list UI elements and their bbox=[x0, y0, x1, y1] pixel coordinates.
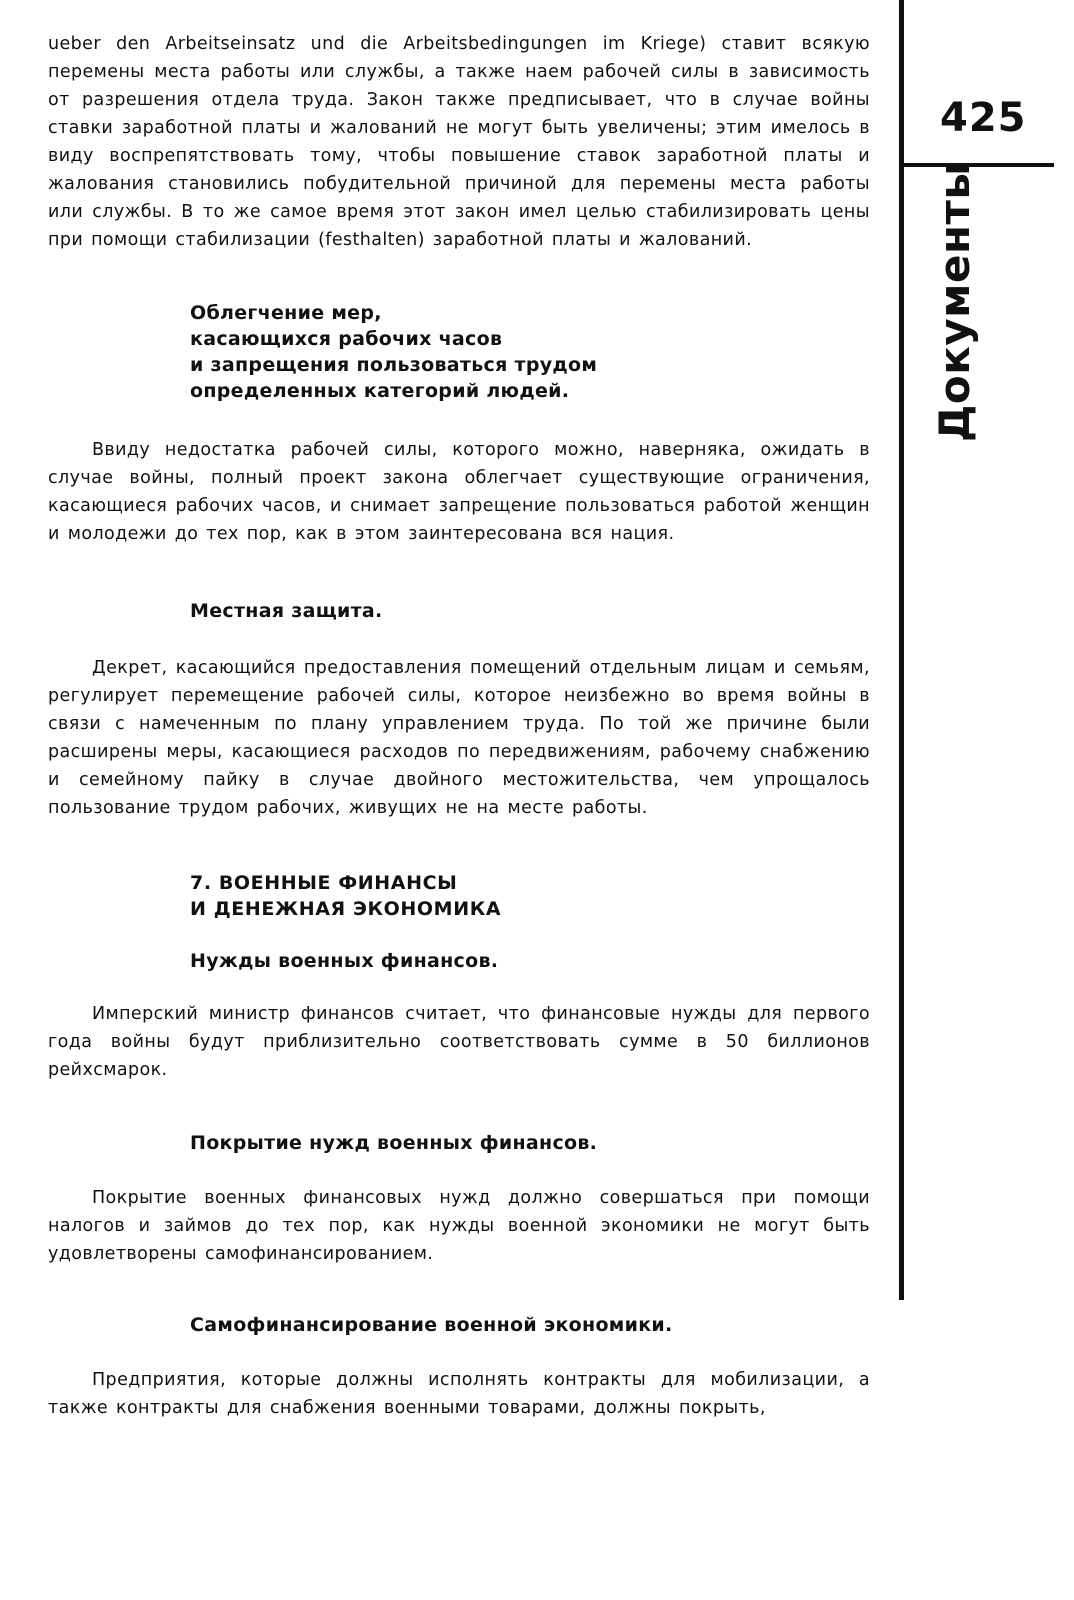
chapter-heading-line: И ДЕНЕЖНАЯ ЭКОНОМИКА bbox=[190, 898, 502, 920]
subheading-covering-needs: Покрытие нужд военных финансов. bbox=[190, 1132, 598, 1154]
paragraph-labor-shortage: Ввиду недостатка рабочей силы, которого можно, наверняка, ожидать в случае войны, полный проект закона облегчает существующие ограничения, касающиеся рабочих часов, и снимает запрещение пользоваться работой женщин и молодежи до тех пор, как в этом заинтересована вся нация. bbox=[48, 440, 870, 544]
chapter-heading bbox=[48, 870, 870, 922]
paragraph-finance-estimate: Имперский министр финансов считает, что финансовые нужды для первого года войны будут приблизительно соответствовать сумме в 50 биллионов рейхсмарок. bbox=[48, 1004, 870, 1080]
subheading-line: определенных категорий людей. bbox=[190, 380, 570, 402]
page-number-rule bbox=[904, 163, 1054, 167]
page-number: 425 bbox=[940, 95, 1027, 141]
subheading-line: и запрещения пользоваться трудом bbox=[190, 354, 598, 376]
subheading-local-protection: Местная защита. bbox=[190, 600, 383, 622]
subheading-working-hours bbox=[48, 300, 870, 404]
subheading-war-finance-needs: Нужды военных финансов. bbox=[190, 950, 499, 972]
paragraph-housing-decree: Декрет, касающийся предоставления помещений отдельным лицам и семьям, регулирует перемещение рабочей силы, которое неизбежно во время войны в связи с намеченным по плану управлением труда. По той же причине были расширены меры, касающиеся расходов по передвижениям, рабочему снабжению и семейному пайку в случае двойного местожительства, чем упрощалось пользование трудом рабочих, живущих не на месте работы. bbox=[48, 658, 870, 818]
subheading-line: касающихся рабочих часов bbox=[190, 328, 503, 350]
margin-rule bbox=[899, 0, 904, 1300]
subheading-line: Облегчение мер, bbox=[190, 302, 382, 324]
paragraph-labor-law: ueber den Arbeitseinsatz und die Arbeitsbedingungen im Kriege) ставит всякую перемены места работы или службы, а также наем рабочей силы в зависимость от разрешения отдела труда. Закон также предписывает, что в случае войны ставки заработной платы и жалований не могут быть увеличены; этим имелось в виду воспрепятствовать тому, чтобы повышение ставок заработной платы и жалования становились побудительной причиной для перемены места работы или службы. В то же самое время этот закон имел целью стабилизировать цены при помощи стабилизации (festhalten) заработной платы и жалований. bbox=[48, 34, 870, 250]
paragraph-taxes-loans: Покрытие военных финансовых нужд должно совершаться при помощи налогов и займов до тех пор, как нужды военной экономики не могут быть удовлетворены самофинансированием. bbox=[48, 1188, 870, 1264]
chapter-heading-line: 7. ВОЕННЫЕ ФИНАНСЫ bbox=[190, 872, 458, 894]
running-head: Документы bbox=[930, 161, 979, 442]
text-column bbox=[48, 30, 870, 1422]
subheading-self-financing: Самофинансирование военной экономики. bbox=[190, 1314, 673, 1336]
paragraph-enterprises: Предприятия, которые должны исполнять контракты для мобилизации, а также контракты для снабжения военными товарами, должны покрыть, bbox=[48, 1370, 870, 1418]
